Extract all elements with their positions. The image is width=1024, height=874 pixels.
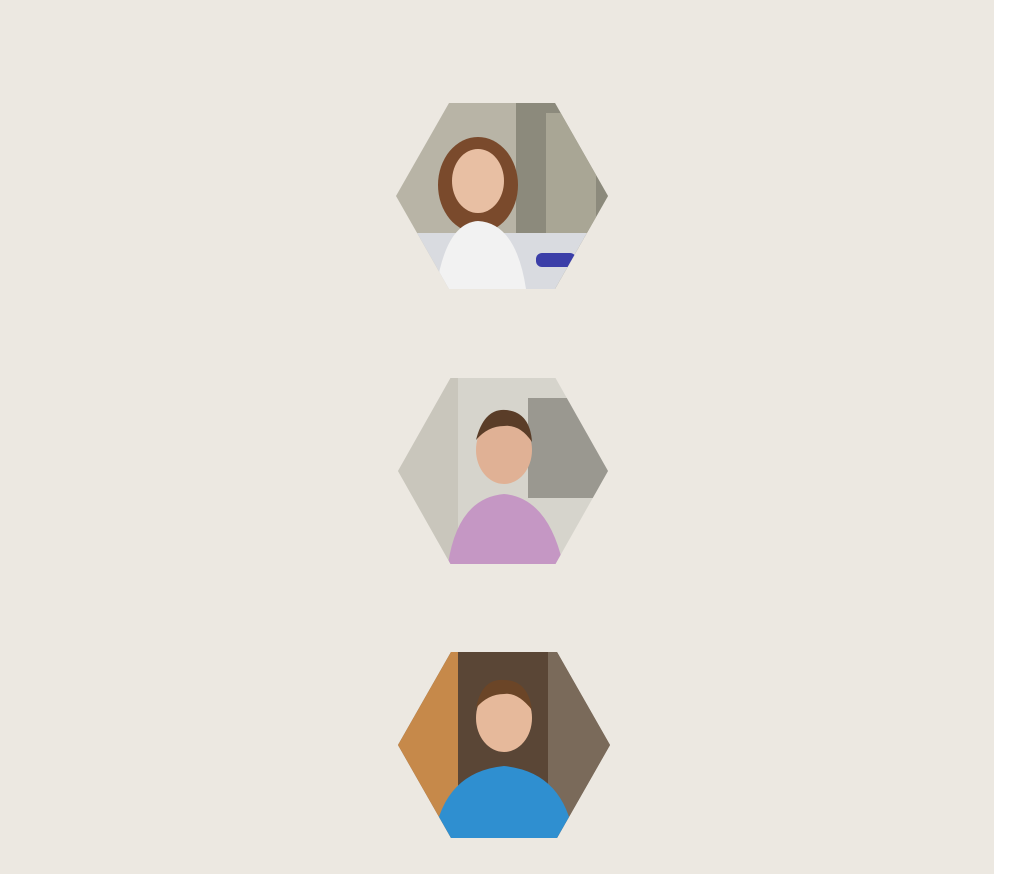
photo-ben-blue (398, 378, 608, 564)
photo-katie-mctighe (396, 103, 608, 289)
photo-john-ryter (398, 652, 610, 838)
photo-credit-strip (994, 0, 1024, 874)
